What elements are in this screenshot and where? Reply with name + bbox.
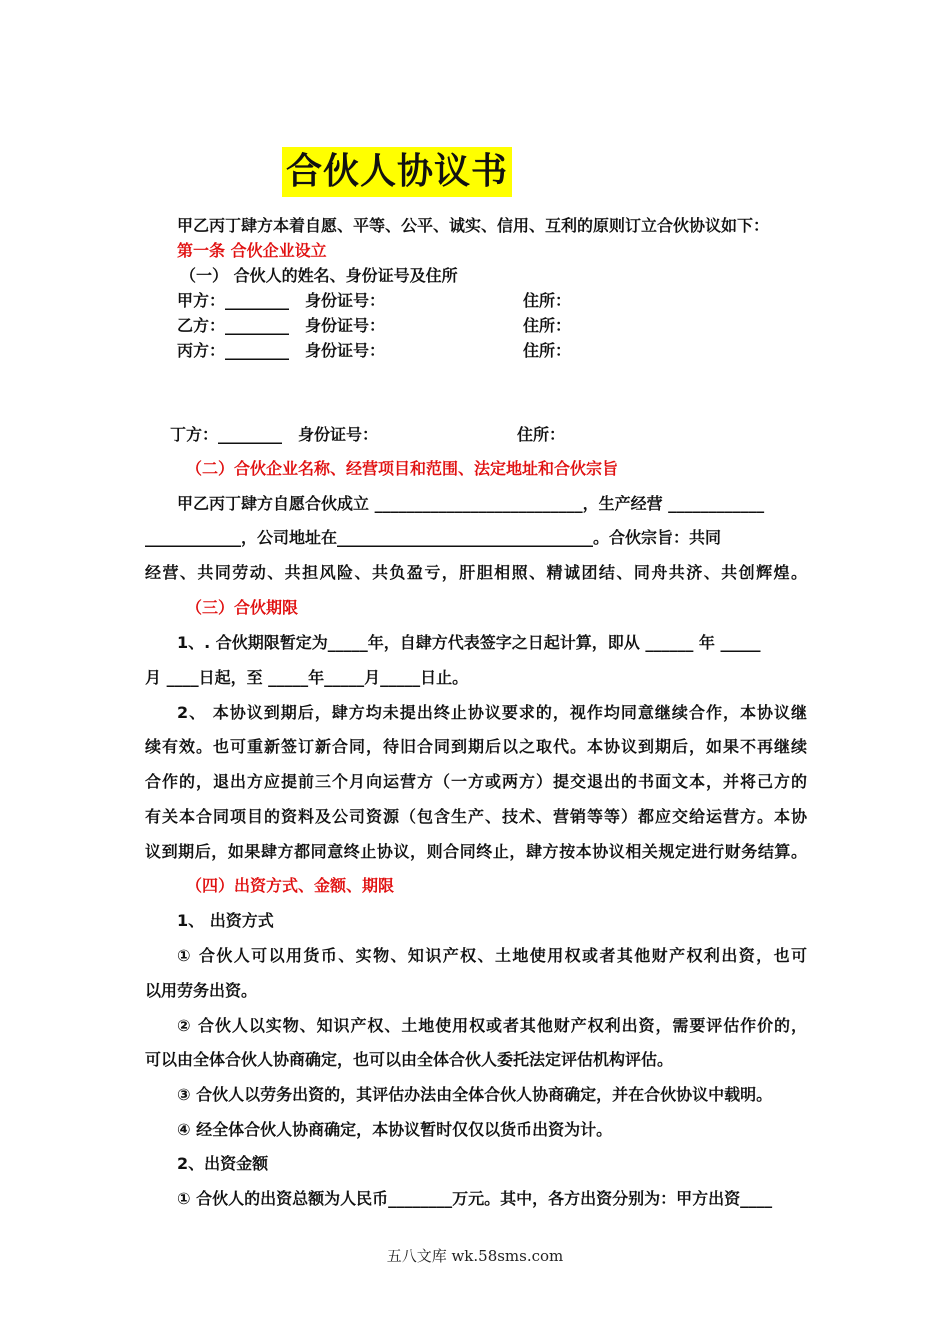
section-2-line-1: 甲乙丙丁肆方自愿合伙成立 __________________________，生产经营 ____________ [177, 494, 765, 513]
section-4-sub-1: 1、 出资方式 [177, 911, 274, 930]
party-a-label: 甲方：________ [177, 291, 290, 310]
section-4-line-2: 以用劳务出资。 [145, 981, 258, 1000]
section-3-line-4: 续有效。也可重新签订新合同，待旧合同到期后以之取代。本协议到期后，如果不再继续 [145, 737, 807, 756]
party-d-label: 丁方：________ [170, 425, 283, 444]
document-title: 合伙人协议书 [282, 147, 512, 197]
section-2-line-3: 经营、共同劳动、共担风险、共负盈亏，肝胆相照、精诚团结、同舟共济、共创辉煌。 [145, 563, 807, 582]
party-b-label: 乙方：________ [177, 316, 290, 335]
section-1-heading: （一） 合伙人的姓名、身份证号及住所 [180, 266, 458, 285]
article-1-heading: 第一条 合伙企业设立 [177, 241, 327, 260]
party-d-address-label: 住所： [517, 425, 566, 444]
footer-watermark: 五八文库 wk.58sms.com [386, 1247, 564, 1265]
section-3-line-3: 2、 本协议到期后，肆方均未提出终止协议要求的，视作均同意继续合作，本协议继 [177, 703, 807, 722]
section-2-line-2: ____________，公司地址在________________________________。合伙宗旨：共同 [145, 528, 722, 547]
party-a-address-label: 住所： [523, 291, 572, 310]
party-a-id-label: 身份证号： [305, 291, 386, 310]
section-3-line-1: 1、. 合伙期限暂定为_____年，自肆方代表签字之日起计算，即从 ______ 年 _____ [177, 633, 761, 652]
section-4-sub-2: 2、出资金额 [177, 1154, 269, 1173]
party-b-id-label: 身份证号： [305, 316, 386, 335]
section-4-line-6: ④ 经全体合伙人协商确定，本协议暂时仅仅以货币出资为计。 [177, 1120, 613, 1139]
party-b-address-label: 住所： [523, 316, 572, 335]
section-4-line-4: 可以由全体合伙人协商确定，也可以由全体合伙人委托法定评估机构评估。 [145, 1050, 674, 1069]
section-4-line-5: ③ 合伙人以劳务出资的，其评估办法由全体合伙人协商确定，并在合伙协议中载明。 [177, 1085, 773, 1104]
section-3-line-2: 月 ____日起，至 _____年_____月_____日止。 [145, 668, 469, 687]
section-3-line-7: 议到期后，如果肆方都同意终止协议，则合同终止，肆方按本协议相关规定进行财务结算。 [145, 842, 807, 861]
section-2-heading: （二）合伙企业名称、经营项目和范围、法定地址和合伙宗旨 [186, 459, 619, 478]
section-3-line-6: 有关本合同项目的资料及公司资源（包含生产、技术、营销等等）都应交给运营方。本协 [145, 807, 807, 826]
party-d-id-label: 身份证号： [298, 425, 379, 444]
section-4-line-7: ① 合伙人的出资总额为人民币________万元。其中，各方出资分别为：甲方出资____ [177, 1189, 773, 1208]
intro-line: 甲乙丙丁肆方本着自愿、平等、公平、诚实、信用、互利的原则订立合伙协议如下： [177, 216, 770, 235]
section-3-heading: （三）合伙期限 [186, 598, 299, 617]
party-c-label: 丙方：________ [177, 341, 290, 360]
section-4-line-3: ② 合伙人以实物、知识产权、土地使用权或者其他财产权利出资，需要评估作价的， [177, 1016, 807, 1035]
section-4-line-1: ① 合伙人可以用货币、实物、知识产权、土地使用权或者其他财产权利出资，也可 [177, 946, 807, 965]
party-c-address-label: 住所： [523, 341, 572, 360]
section-4-heading: （四）出资方式、金额、期限 [186, 876, 395, 895]
party-c-id-label: 身份证号： [305, 341, 386, 360]
section-3-line-5: 合作的，退出方应提前三个月向运营方（一方或两方）提交退出的书面文本，并将己方的 [145, 772, 807, 791]
